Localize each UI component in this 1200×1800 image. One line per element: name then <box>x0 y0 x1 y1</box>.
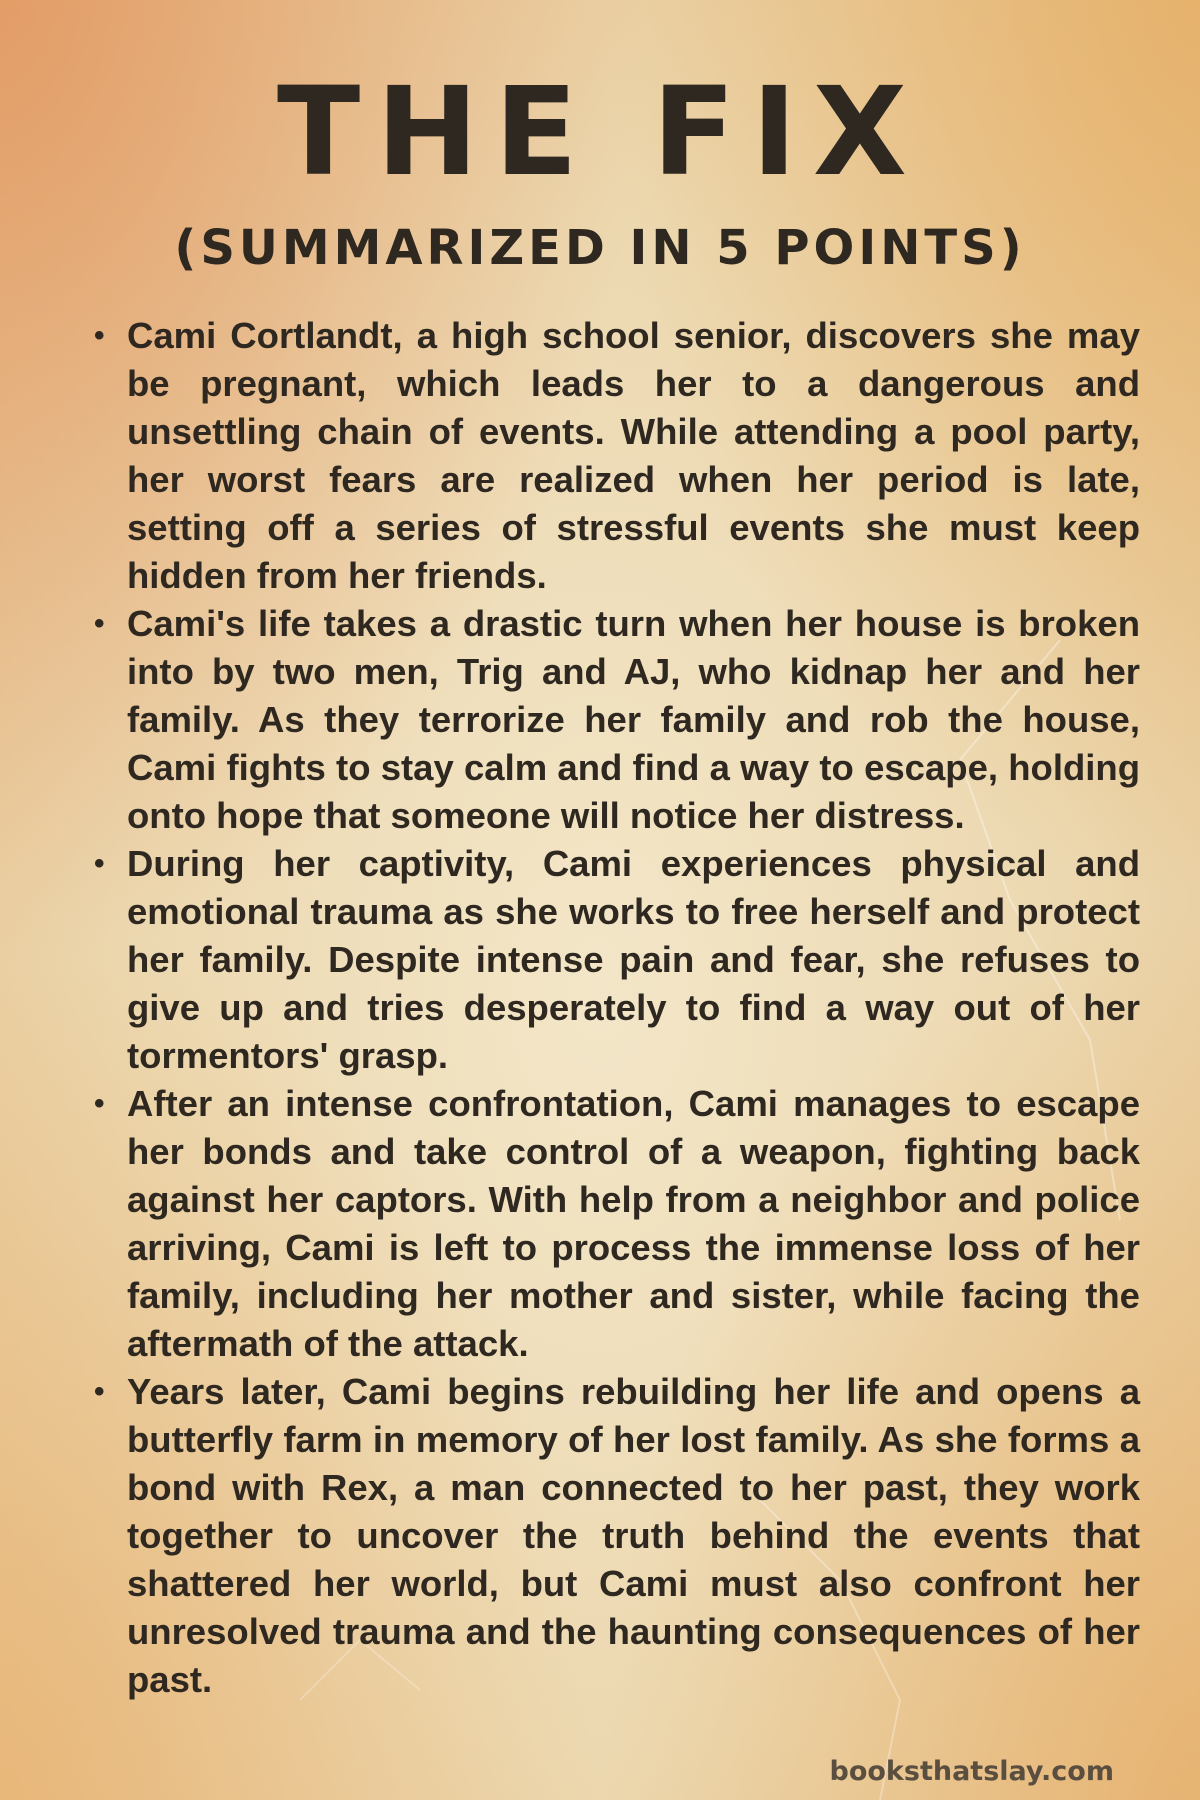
summary-point-1 <box>88 312 1140 600</box>
point-text: Years later, Cami begins rebuilding her life and opens a butterfly farm in memory of her lost family. As she forms a bond with Rex, a man connected to her past, they work together to uncover the truth behind the events that shattered her world, but Cami must also confront her unresolved trauma and the haunting consequences of her past. <box>127 1371 1140 1700</box>
bullet-icon: • <box>94 1087 105 1120</box>
point-text: During her captivity, Cami experiences physical and emotional trauma as she works to free herself and protect her family. Despite intense pain and fear, she refuses to give up and tries desperately to find a way out of her tormentors' grasp. <box>127 843 1140 1076</box>
bullet-icon: • <box>94 319 105 352</box>
page-subtitle: (SUMMARIZED IN 5 POINTS) <box>174 220 1026 276</box>
bullet-icon: • <box>94 607 105 640</box>
page-title: THE FIX <box>277 61 923 203</box>
summary-point-5 <box>88 1368 1140 1704</box>
bullet-icon: • <box>94 847 105 880</box>
point-text: After an intense confrontation, Cami manages to escape her bonds and take control of a weapon, fighting back against her captors. With help from a neighbor and police arriving, Cami is left to process the immense loss of her family, including her mother and sister, while facing the aftermath of the attack. <box>127 1083 1140 1364</box>
point-text: Cami Cortlandt, a high school senior, discovers she may be pregnant, which leads her to a dangerous and unsettling chain of events. While attending a pool party, her worst fears are realized when her period is late, setting off a series of stressful events she must keep hidden from her friends. <box>127 315 1140 596</box>
summary-point-2 <box>88 600 1140 840</box>
bullet-icon: • <box>94 1375 105 1408</box>
summary-point-3 <box>88 840 1140 1080</box>
point-text: Cami's life takes a drastic turn when her house is broken into by two men, Trig and AJ, who kidnap her and her family. As they terrorize her family and rob the house, Cami fights to stay calm and find a way to escape, holding onto hope that someone will notice her distress. <box>127 603 1140 836</box>
website-link[interactable]: booksthatslay.com <box>829 1756 1114 1787</box>
summary-point-4 <box>88 1080 1140 1368</box>
summary-points-list <box>88 312 1140 1704</box>
